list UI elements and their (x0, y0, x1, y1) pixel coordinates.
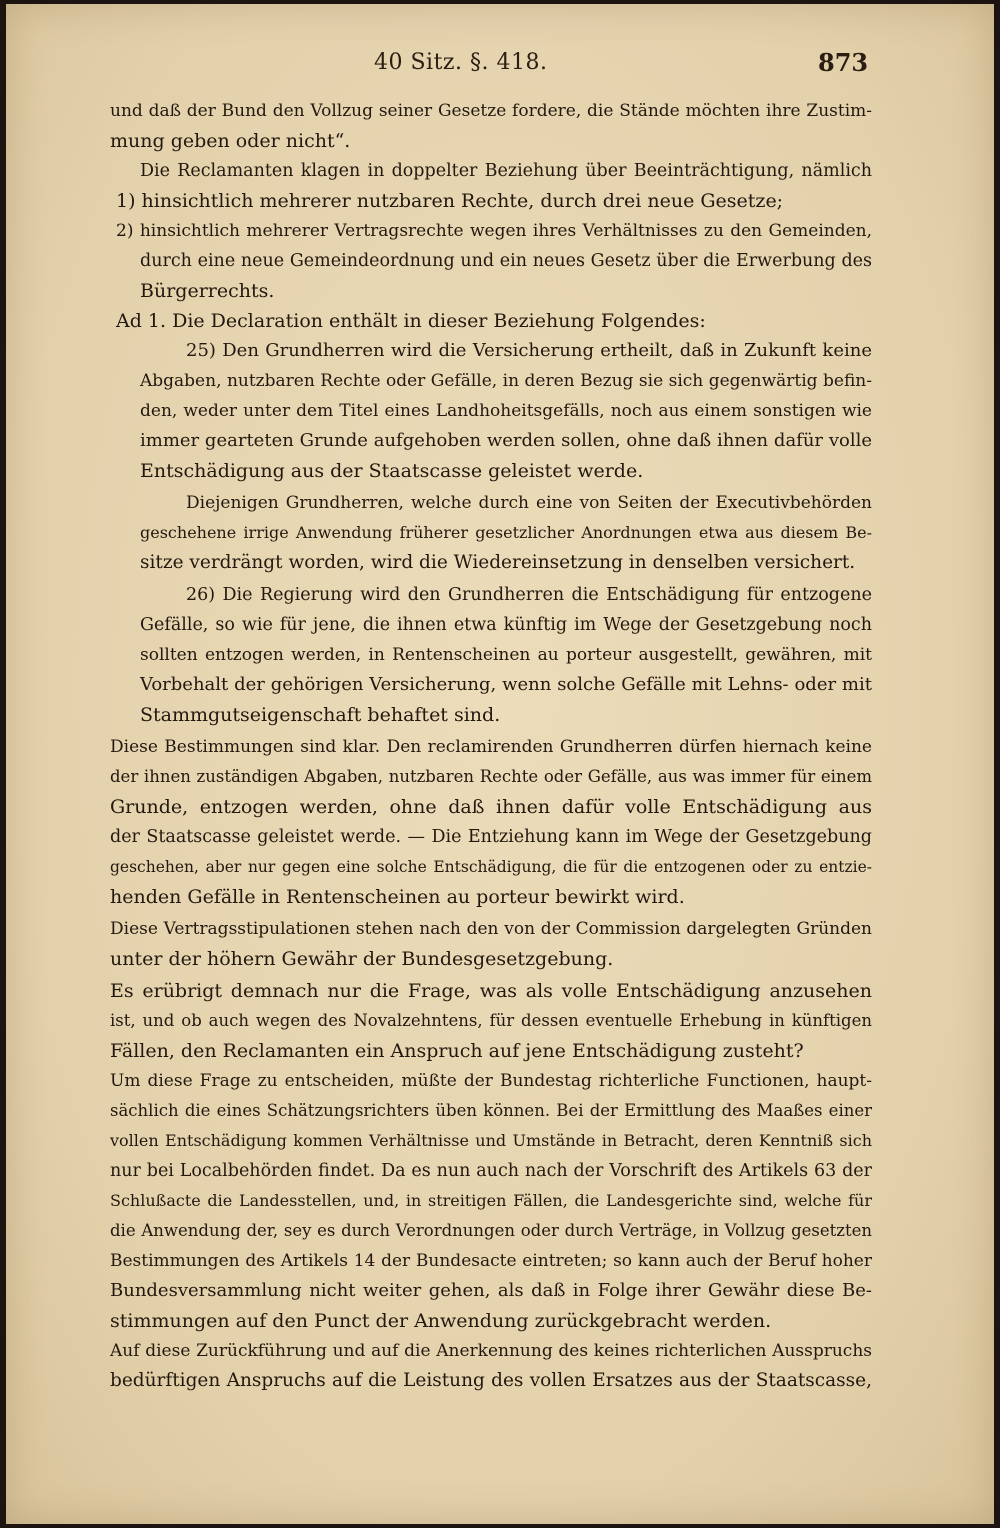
text-line: und daß der Bund den Vollzug seiner Gesetze fordere, die Stände möchten ihre Zustim- (110, 101, 872, 121)
text-line: 25) Den Grundherren wird die Versicherung ertheilt, daß in Zukunft keine (186, 340, 872, 361)
text-line: Bundesversammlung nicht weiter gehen, als daß in Folge ihrer Gewähr diese Be- (110, 1280, 872, 1301)
text-line: Diese Vertragsstipulationen stehen nach den von der Commission dargelegten Gründen (110, 919, 872, 939)
text-line: vollen Entschädigung kommen Verhältnisse und Umstände in Betracht, deren Kenntniß sich (110, 1131, 872, 1150)
text-line: der ihnen zuständigen Abgaben, nutzbaren Rechte oder Gefälle, aus was immer für einem (110, 767, 872, 786)
text-line: mung geben oder nicht“. (110, 130, 351, 152)
text-line: Es erübrigt demnach nur die Frage, was als volle Entschädigung anzusehen (110, 980, 872, 1002)
text-line: Bestimmungen des Artikels 14 der Bundesacte eintreten; so kann auch der Beruf hoher (110, 1251, 872, 1271)
book-page (6, 4, 994, 1524)
text-line: den, weder unter dem Titel eines Landhoheitsgefälls, noch aus einem sonstigen wie (140, 401, 872, 421)
page-header (6, 50, 994, 86)
text-line: sächlich die eines Schätzungsrichters üben können. Bei der Ermittlung des Maaßes einer (110, 1101, 872, 1120)
text-line: Ad 1. Die Declaration enthält in dieser Beziehung Folgendes: (116, 310, 706, 332)
text-line: bedürftigen Anspruchs auf die Leistung des vollen Ersatzes aus der Staatscasse, (110, 1370, 872, 1391)
text-line: ist, und ob auch wegen des Novalzehntens, für dessen eventuelle Erhebung in künftigen (110, 1011, 872, 1030)
text-line: unter der höhern Gewähr der Bundesgesetzgebung. (110, 948, 614, 970)
text-line: Fällen, den Reclamanten ein Anspruch auf jene Entschädigung zusteht? (110, 1040, 804, 1062)
text-line: sitze verdrängt worden, wird die Wiedereinsetzung in denselben versichert. (140, 552, 856, 573)
text-line: der Staatscasse geleistet werde. — Die Entziehung kann im Wege der Gesetzgebung (110, 827, 872, 847)
text-line: Um diese Frage zu entscheiden, müßte der Bundestag richterliche Functionen, haupt- (110, 1071, 872, 1091)
text-line: Grunde, entzogen werden, ohne daß ihnen dafür volle Entschädigung aus (110, 796, 872, 818)
text-line: Vorbehalt der gehörigen Versicherung, wenn solche Gefälle mit Lehns- oder mit (140, 674, 872, 695)
text-line: die Anwendung der, sey es durch Verordnungen oder durch Verträge, in Vollzug gesetzten (110, 1221, 872, 1240)
session-paragraph-reference: 40 Sitz. §. 418. (374, 50, 548, 75)
text-line: immer gearteten Grunde aufgehoben werden sollen, ohne daß ihnen dafür volle (140, 430, 872, 451)
text-line: 2) hinsichtlich mehrerer Vertragsrechte wegen ihres Verhältnisses zu den Gemeinden, (116, 221, 872, 241)
text-line: Diese Bestimmungen sind klar. Den reclamirenden Grundherren dürfen hiernach keine (110, 737, 872, 757)
text-line: 1) hinsichtlich mehrerer nutzbaren Rechte, durch drei neue Gesetze; (116, 190, 784, 212)
text-line: Entschädigung aus der Staatscasse geleistet werde. (140, 460, 644, 482)
text-line: Schlußacte die Landesstellen, und, in streitigen Fällen, die Landesgerichte sind, welche für (110, 1191, 872, 1210)
text-line: geschehen, aber nur gegen eine solche Entschädigung, die für die entzogenen oder zu entzie- (110, 858, 872, 876)
text-line: henden Gefälle in Rentenscheinen au porteur bewirkt wird. (110, 886, 685, 908)
text-line: Bürgerrechts. (140, 280, 275, 302)
text-line: sollten entzogen werden, in Rentenscheinen au porteur ausgestellt, gewähren, mit (140, 645, 872, 665)
text-line: Die Reclamanten klagen in doppelter Beziehung über Beeinträchtigung, nämlich (140, 161, 872, 181)
text-line: geschehene irrige Anwendung früherer gesetzlicher Anordnungen etwa aus diesem Be- (140, 523, 872, 542)
text-line: Stammgutseigenschaft behaftet sind. (140, 704, 501, 726)
text-line: Abgaben, nutzbaren Rechte oder Gefälle, in deren Bezug sie sich gegenwärtig befin- (140, 371, 872, 391)
text-line: Auf diese Zurückführung und auf die Anerkennung des keines richterlichen Ausspruchs (110, 1341, 872, 1361)
text-line: Diejenigen Grundherren, welche durch eine von Seiten der Executivbehörden (186, 493, 872, 513)
body-text (110, 96, 872, 1396)
text-line: 26) Die Regierung wird den Grundherren die Entschädigung für entzogene (186, 585, 872, 605)
page-number: 873 (818, 48, 869, 77)
text-line: durch eine neue Gemeindeordnung und ein neues Gesetz über die Erwerbung des (140, 251, 872, 271)
text-line: Gefälle, so wie für jene, die ihnen etwa künftig im Wege der Gesetzgebung noch (140, 615, 872, 635)
text-line: stimmungen auf den Punct der Anwendung zurückgebracht werden. (110, 1310, 772, 1332)
text-line: nur bei Localbehörden findet. Da es nun auch nach der Vorschrift des Artikels 63 der (110, 1161, 872, 1181)
